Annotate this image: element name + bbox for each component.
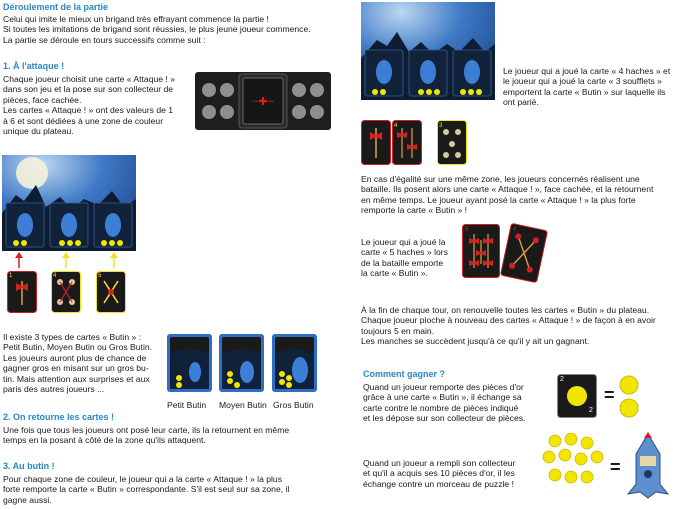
loot-types-text <box>3 332 152 394</box>
right1-line: Le joueur qui a joué la carte « 4 haches » et <box>503 66 671 76</box>
card-number: 3 <box>439 123 443 129</box>
types-line: gagner gros en misant sur un gros bu- <box>3 363 149 374</box>
win-line: et les dépose sur son collecteur de pièces. <box>363 413 526 424</box>
endturn-line: Chaque joueur pioche à nouveau des cartes « Attaque ! » de façon à en avoir <box>361 315 656 326</box>
svg-text:~✚~: ~✚~ <box>251 96 275 108</box>
win-line: Quand un joueur remporte des pièces d'or <box>363 382 524 392</box>
winner-text <box>503 66 670 108</box>
bellows-card-icon <box>51 271 81 313</box>
right1-line: ont parié. <box>503 97 539 108</box>
intro-line: Celui qui imite le mieux un brigand très effrayant commence la partie ! <box>3 14 269 24</box>
win2-line: échange contre un morceau de puzzle ! <box>363 478 514 489</box>
s2-line: temps en la posant à côté de la zone qu'ils attaquent. <box>3 435 206 446</box>
card-number: 4 <box>394 123 398 129</box>
rocket-puzzle-icon <box>624 432 672 500</box>
puzzle-text <box>363 458 515 489</box>
card-number: 2 <box>589 407 593 414</box>
haches-line: Le joueur qui a joué la <box>361 237 446 247</box>
card-number: 4 <box>53 273 57 279</box>
section-1-text <box>3 74 175 136</box>
types-line: Petit Butin, Moyen Butin ou Gros Butin. <box>3 342 153 353</box>
loot-card-large-icon <box>272 334 317 392</box>
axe-card-icon <box>462 224 500 278</box>
types-line: Il existe 3 types de cartes « Butin » : <box>3 332 142 342</box>
endturn-line: À la fin de chaque tour, on renouvelle toutes les cartes « Butin » du plateau. <box>361 305 650 315</box>
s3-line: forte remporte la carte « Butin » correspondante. S'il est seul sur sa zone, il <box>3 484 290 495</box>
s1-line: dans son jeu et la pose sur son collecteur de <box>3 84 174 95</box>
types-line: Les joueurs auront plus de chance de <box>3 352 147 363</box>
how-to-win-text <box>363 382 525 424</box>
tie-line: en même temps. Le joueur ayant posé la carte « Attaque ! » la plus forte <box>361 194 636 205</box>
tie-text <box>361 174 653 216</box>
s1-line: pièces, face cachée. <box>3 94 82 105</box>
how-to-win-heading: Comment gagner ? <box>363 369 446 379</box>
right1-line: le joueur qui a joué la carte « 3 soufflets » <box>503 76 662 87</box>
bellows-card-icon <box>437 120 467 165</box>
intro-text <box>3 14 311 45</box>
s1-line: à 6 et sont dédiées à une zone de couleur <box>3 115 164 126</box>
s2-line: Une fois que tous les joueurs ont posé leur carte, ils la retournent en même <box>3 425 290 435</box>
section-1-heading: 1. À l'attaque ! <box>3 61 65 71</box>
s3-line: gagne aussi. <box>3 494 52 505</box>
loot-card-medium-icon <box>219 334 264 392</box>
coin-icon <box>541 433 605 497</box>
end-of-turn-text <box>361 305 656 347</box>
intro-line: La partie se déroule en tours successifs comme suit : <box>3 34 206 45</box>
section-3-text <box>3 474 289 505</box>
battle-text <box>361 237 448 279</box>
board-scene-icon <box>2 155 136 251</box>
s1-line: unique du plateau. <box>3 126 74 137</box>
haches-line: de la bataille emporte <box>361 257 444 268</box>
endturn-line: Les manches se succèdent jusqu'à ce qu'il y ait un gagnant. <box>361 336 590 347</box>
tie-line: En cas d'égalité sur une même zone, les joueurs concernés réalisent une <box>361 174 640 184</box>
card-number: 1 <box>9 273 13 279</box>
equals-sign: = <box>610 457 621 477</box>
types-line: tin. Mais attention aux surprises et aux <box>3 373 150 384</box>
card-number: 5 <box>98 273 102 279</box>
win-line: grâce à une carte « Butin », il échange sa <box>363 392 522 403</box>
s3-line: Pour chaque zone de couleur, le joueur qui a la carte « Attaque ! » la plus <box>3 474 283 484</box>
coin-icon <box>616 374 642 420</box>
axe-card-icon <box>361 120 391 165</box>
board-scene-icon <box>361 2 495 100</box>
s1-line: Les cartes « Attaque ! » ont des valeurs de 1 <box>3 105 174 116</box>
loot-label-small: Petit Butin <box>167 400 207 410</box>
tie-line: remporte la carte « Butin » ! <box>361 205 468 216</box>
card-number: 4 <box>512 226 517 233</box>
coin-collector-icon <box>195 72 331 130</box>
right1-line: emportent la carte « Butin » sur laquelle ils <box>503 86 666 97</box>
card-number: 5 <box>465 227 469 233</box>
brigand-card-icon <box>96 271 126 313</box>
win-line: carte contre le nombre de pièces indiqué <box>363 402 519 413</box>
endturn-line: toujours 5 en main. <box>361 325 435 336</box>
loot-label-large: Gros Butin <box>273 400 314 410</box>
types-line: paris des autres joueurs ... <box>3 384 105 395</box>
bellows-card-icon <box>500 223 548 284</box>
axe-card-icon <box>7 271 37 313</box>
section-3-heading: 3. Au butin ! <box>3 461 55 471</box>
axe-card-icon <box>392 120 422 165</box>
arrow-icon <box>10 252 126 270</box>
page-title: Déroulement de la partie <box>3 2 109 12</box>
equals-sign: = <box>604 385 615 405</box>
tie-line: bataille. Ils posent alors une carte « Attaque ! », face cachée, et la retournent <box>361 184 654 195</box>
intro-line: Si toutes les imitations de brigand sont réussies, le plus jeune joueur commence. <box>3 24 311 35</box>
coin-card-icon <box>557 374 597 418</box>
section-2-heading: 2. On retourne les cartes ! <box>3 412 115 422</box>
loot-card-small-icon <box>167 334 212 392</box>
win2-line: et qu'il a acquis ses 10 pièces d'or, il les <box>363 468 515 479</box>
haches-line: la carte « Butin ». <box>361 268 428 279</box>
loot-label-medium: Moyen Butin <box>219 400 267 410</box>
section-2-text <box>3 425 289 446</box>
haches-line: carte « 5 haches » lors <box>361 247 448 258</box>
card-number: 2 <box>560 376 564 383</box>
s1-line: Chaque joueur choisit une carte « Attaque ! » <box>3 74 175 84</box>
win2-line: Quand un joueur a rempli son collecteur <box>363 458 516 468</box>
